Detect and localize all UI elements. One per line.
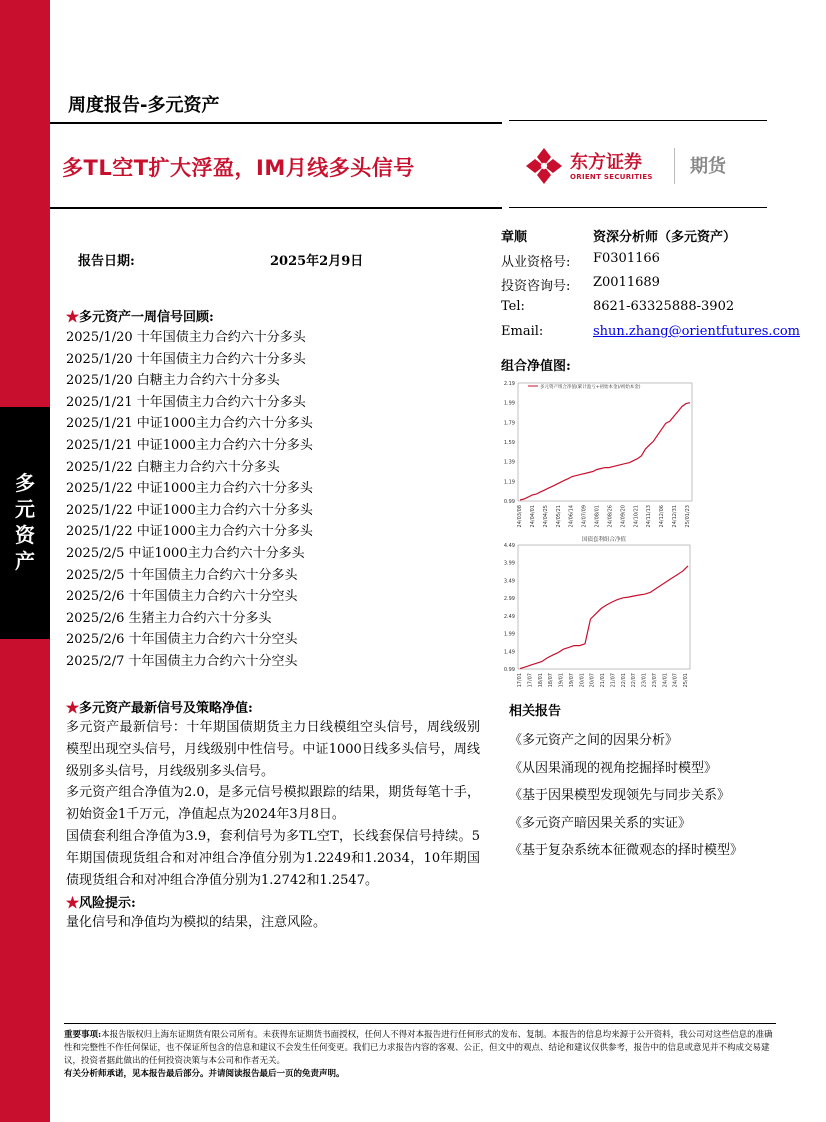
star-icon: ★ [66, 896, 80, 911]
signal-item: 2025/1/20 白糖主力合约六十分多头 [66, 373, 280, 389]
star-icon: ★ [66, 701, 80, 716]
header-rule-left [50, 122, 502, 124]
x-tick-label: 24/08/26 [607, 505, 614, 528]
signal-item: 2025/2/6 十年国债主力合约六十分空头 [66, 632, 298, 648]
portfolio-nav-text: 多元资产组合净值为2.0，是多元信号模拟跟踪的结果，期货每笔十手，初始资金1千万元，净值起点为2024年3月8日。 [66, 785, 480, 822]
signal-item: 2025/1/22 中证1000主力合约六十分多头 [66, 502, 313, 518]
y-tick-label: 1.49 [503, 649, 515, 656]
logo-futures: 期货 [690, 156, 726, 177]
signal-item: 2025/1/20 十年国债主力合约六十分多头 [66, 351, 306, 367]
y-tick-label: 1.39 [503, 459, 515, 466]
x-tick-label: 24/04/25 [542, 505, 549, 528]
x-tick-label: 24/03/08 [517, 505, 523, 528]
signal-item: 2025/1/22 中证1000主力合约六十分多头 [66, 524, 313, 540]
latest-signal-text: 多元资产最新信号：十年期国债期货主力日线模组空头信号，周线级别模型出现空头信号，月线级别中性信号。中证1000日线多头信号，周线级别多头信号，月线级别多头信号。 [66, 720, 480, 779]
signal-item: 2025/1/21 中证1000主力合约六十分多头 [66, 416, 313, 432]
logo-mark-icon [524, 146, 564, 186]
risk-heading: ★风险提示: [66, 896, 136, 911]
signal-item: 2025/2/6 十年国债主力合约六十分空头 [66, 589, 298, 605]
related-report-link[interactable]: 《基于复杂系统本征微观态的择时模型》 [509, 843, 744, 858]
page-title: 多TL空T扩大浮盈，IM月线多头信号 [62, 156, 415, 180]
related-report-link[interactable]: 《多元资产之间的因果分析》 [509, 733, 679, 748]
y-tick-label: 0.99 [503, 499, 515, 505]
x-tick-label: 18/07 [548, 673, 555, 688]
series-line [520, 566, 688, 669]
multi-asset-nav-chart [498, 376, 698, 534]
related-reports-heading: 相关报告 [509, 704, 562, 719]
related-report-link[interactable]: 《从因果涌现的视角挖掘择时模型》 [509, 760, 718, 776]
x-tick-label: 24/04/01 [529, 505, 536, 528]
x-tick-label: 25/01 [683, 673, 689, 688]
report-type: 周度报告-多元资产 [68, 95, 220, 116]
signal-item: 2025/1/20 十年国债主力合约六十分多头 [66, 330, 306, 345]
y-tick-label: 3.99 [503, 560, 515, 567]
date-rule-right [509, 207, 767, 208]
y-tick-label: 1.79 [503, 420, 515, 427]
x-tick-label: 24/07/09 [581, 505, 588, 528]
footer-label: 重要事项: [64, 1030, 102, 1040]
arbitrage-nav-text: 国债套利组合净值为3.9，套利信号为多TL空T，长线套保信号持续。5年期国债现货组合和对冲组合净值分别为1.2249和1.2034，10年期国债现货组合和对冲组合净值分别为1.2742和1.2547。 [66, 829, 480, 888]
tel-number: 8621-63325888-3902 [593, 299, 735, 314]
x-tick-label: 24/12/06 [659, 505, 666, 528]
signal-item: 2025/1/22 白糖主力合约六十分多头 [66, 459, 280, 475]
y-tick-label: 3.49 [503, 578, 515, 585]
x-tick-label: 22/07 [631, 673, 638, 688]
x-tick-label: 24/12/31 [672, 505, 679, 528]
y-tick-label: 1.59 [503, 440, 515, 446]
report-date-value: 2025年2月9日 [270, 254, 364, 269]
y-tick-label: 1.19 [503, 479, 515, 486]
y-tick-label: 2.19 [503, 381, 515, 387]
y-tick-label: 4.49 [503, 543, 515, 549]
star-icon: ★ [66, 310, 80, 325]
x-tick-label: 19/01 [558, 673, 565, 688]
y-tick-label: 1.99 [503, 631, 515, 638]
x-tick-label: 18/01 [537, 673, 544, 688]
x-tick-label: 21/07 [610, 673, 617, 688]
y-tick-label: 2.99 [503, 596, 515, 603]
chart-title: 国债套利组合净值 [581, 537, 627, 543]
analyst-name: 章顺 [501, 230, 528, 245]
email-label: Email: [501, 324, 544, 339]
email-link[interactable]: shun.zhang@orientfutures.com [593, 324, 801, 339]
signal-item: 2025/2/7 十年国债主力合约六十分空头 [66, 653, 298, 669]
x-tick-label: 24/09/20 [620, 505, 627, 528]
footer-disclaimer [64, 1029, 776, 1081]
x-tick-label: 24/06/14 [568, 505, 575, 528]
x-tick-label: 17/01 [517, 673, 523, 688]
x-tick-label: 21/01 [600, 673, 606, 688]
x-tick-label: 20/01 [579, 673, 586, 688]
footer-note: 有关分析师承诺，见本报告最后部分。并请阅读报告最后一页的免责声明。 [64, 1069, 345, 1079]
signal-list [66, 327, 313, 673]
y-tick-label: 0.99 [503, 667, 515, 673]
signal-item: 2025/1/21 十年国债主力合约六十分多头 [66, 394, 306, 410]
header-rule-right [509, 120, 767, 121]
related-report-link[interactable]: 《基于因果模型发现领先与同步关系》 [509, 788, 731, 803]
latest-heading: ★多元资产最新信号及策略净值: [66, 701, 253, 716]
x-tick-label: 22/01 [620, 673, 627, 688]
y-tick-label: 1.99 [503, 400, 515, 407]
license-label: 从业资格号: [501, 255, 571, 270]
footer-text: 本报告版权归上海东证期货有限公司所有。未获得东证期货书面授权，任何人不得对本报告进行任何形式的发布、复制。本报告的信息均来源于公开资料，我公司对这些信息的准确性和完整性不作任何保证，也不保证所包含的信息和建议不会发生任何变更。我们已力求报告内容的客观、公正，但文中的观点、结论和建议仅供参考，报告中的信息或意见并不构成交易建议，投资者据此做出的任何投资决策与本公司和作者无关。 [64, 1030, 773, 1066]
report-date-label: 报告日期: [78, 254, 135, 269]
series-line [520, 403, 690, 500]
y-tick-label: 2.49 [503, 613, 515, 620]
x-tick-label: 24/05/21 [555, 505, 562, 528]
signal-item: 2025/2/5 十年国债主力合约六十分多头 [66, 567, 298, 583]
signal-item: 2025/1/22 中证1000主力合约六十分多头 [66, 481, 313, 497]
side-category-label: 多元资产 [15, 471, 35, 573]
bond-arbitrage-nav-chart [498, 533, 698, 693]
x-tick-label: 24/01 [662, 673, 669, 688]
logo-text-cn: 东方证券 [570, 152, 642, 173]
license-number: F0301166 [593, 251, 660, 266]
x-tick-label: 23/07 [651, 673, 658, 688]
signal-item: 2025/1/21 中证1000主力合约六十分多头 [66, 437, 313, 453]
chart-section-title: 组合净值图: [501, 359, 571, 374]
x-tick-label: 20/07 [589, 673, 596, 688]
legend-label: 多元资产组合净值(累计盈亏+初始本金)/初始本金) [540, 385, 641, 390]
date-rule-left [50, 207, 502, 209]
x-tick-label: 24/07 [672, 673, 679, 688]
risk-text: 量化信号和净值均为模拟的结果，注意风险。 [66, 915, 327, 930]
logo-divider [674, 148, 675, 184]
analyst-title: 资深分析师（多元资产） [593, 230, 737, 245]
company-logo [524, 146, 764, 188]
advisory-label: 投资咨询号: [501, 279, 571, 294]
x-tick-label: 23/01 [641, 673, 648, 688]
advisory-number: Z0011689 [593, 275, 660, 290]
logo-text-en: ORIENT SECURITIES [570, 173, 653, 181]
signal-item: 2025/2/5 中证1000主力合约六十分多头 [66, 545, 305, 561]
weekly-review-heading: ★多元资产一周信号回顾: [66, 310, 214, 325]
footer-rule [64, 1023, 776, 1024]
x-tick-label: 24/10/21 [633, 505, 640, 528]
x-tick-label: 25/01/23 [685, 505, 691, 528]
x-tick-label: 19/07 [568, 673, 575, 688]
tel-label: Tel: [501, 299, 525, 314]
x-tick-label: 17/07 [527, 673, 534, 688]
related-reports-list [509, 727, 743, 865]
x-tick-label: 24/11/13 [646, 505, 653, 528]
signal-item: 2025/2/6 生猪主力合约六十分多头 [66, 610, 272, 626]
related-report-link[interactable]: 《多元资产暗因果关系的实证》 [509, 815, 692, 831]
plot-frame [518, 383, 692, 501]
x-tick-label: 24/08/01 [594, 505, 601, 528]
